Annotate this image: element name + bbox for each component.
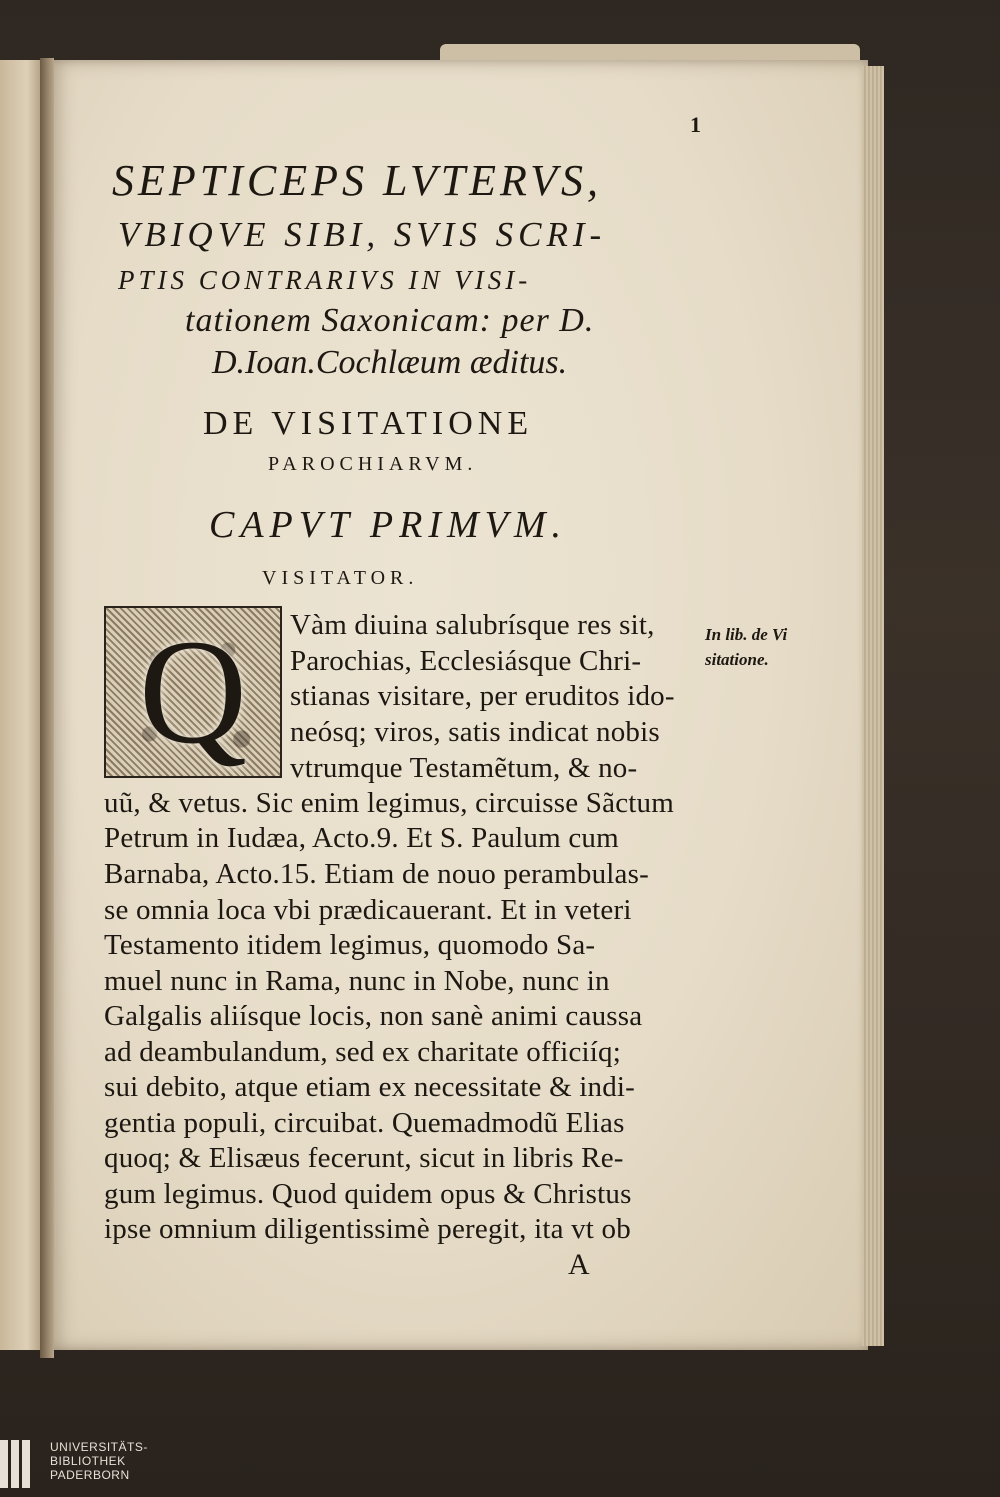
page-stack-edge	[862, 66, 884, 1346]
title-line-3: PTIS CONTRARIVS IN VISI-	[118, 265, 532, 295]
body-line: sui debito, atque etiam ex necessitate & indi-	[104, 1071, 636, 1103]
library-logo	[0, 1440, 148, 1488]
body-line: se omnia loca vbi prædicauerant. Et in veteri	[104, 894, 632, 926]
body-line: Petrum in Iudæa, Acto.9. Et S. Paulum cum	[104, 822, 619, 854]
signature-mark: A	[568, 1248, 590, 1281]
initial-letter: Q	[138, 609, 248, 775]
body-line: Testamento itidem legimus, quomodo Sa-	[104, 929, 596, 961]
body-line: uũ, & vetus. Sic enim legimus, circuisse Sãctum	[104, 787, 674, 819]
body-line: ipse omnium diligentissimè peregit, ita vt ob	[104, 1213, 631, 1245]
body-line: stianas visitare, per eruditos ido-	[290, 680, 675, 712]
margin-note-line: In lib. de Vi	[705, 625, 788, 644]
title-line-4: tationem Saxonicam: per D.	[185, 302, 595, 339]
body-line: Galgalis aliísque locis, non sanè animi caussa	[104, 1000, 643, 1032]
title-line-1: SEPTICEPS LVTERVS,	[112, 156, 602, 205]
body-line: Parochias, Ecclesiásque Chri-	[290, 645, 642, 677]
margin-note-line: sitatione.	[705, 650, 769, 669]
book-gutter	[40, 58, 54, 1358]
body-line: Vàm diuina salubrísque res sit,	[290, 609, 655, 641]
section-heading: DE VISITATIONE	[203, 405, 534, 442]
ornamental-initial-icon	[104, 606, 282, 778]
title-line-2: VBIQVE SIBI, SVIS SCRI-	[118, 215, 607, 254]
body-line: muel nunc in Rama, nunc in Nobe, nunc in	[104, 965, 610, 997]
section-subheading: PAROCHIARVM.	[268, 453, 478, 475]
library-logo-line: BIBLIOTHEK	[50, 1454, 126, 1468]
library-logo-line: PADERBORN	[50, 1468, 130, 1482]
library-logo-line: UNIVERSITÄTS-	[50, 1440, 148, 1454]
body-line: gentia populi, circuibat. Quemadmodũ Elias	[104, 1107, 625, 1139]
university-library-logo-icon	[0, 1440, 42, 1488]
body-line: Barnaba, Acto.15. Etiam de nouo perambulas-	[104, 858, 649, 890]
body-line: quoq; & Elisæus fecerunt, sicut in libris Re-	[104, 1142, 624, 1174]
title-line-5: D.Ioan.Cochlæum æditus.	[212, 344, 568, 381]
body-line: vtrumque Testamẽtum, & no-	[290, 752, 638, 784]
body-line: ad deambulandum, sed ex charitate officiíq;	[104, 1036, 621, 1068]
chapter-heading: CAPVT PRIMVM.	[209, 504, 568, 546]
leaf-number: 1	[690, 112, 701, 137]
body-line: gum legimus. Quod quidem opus & Christus	[104, 1178, 632, 1210]
body-line: neósq; viros, satis indicat nobis	[290, 716, 660, 748]
speaker-label: VISITATOR.	[262, 567, 419, 589]
